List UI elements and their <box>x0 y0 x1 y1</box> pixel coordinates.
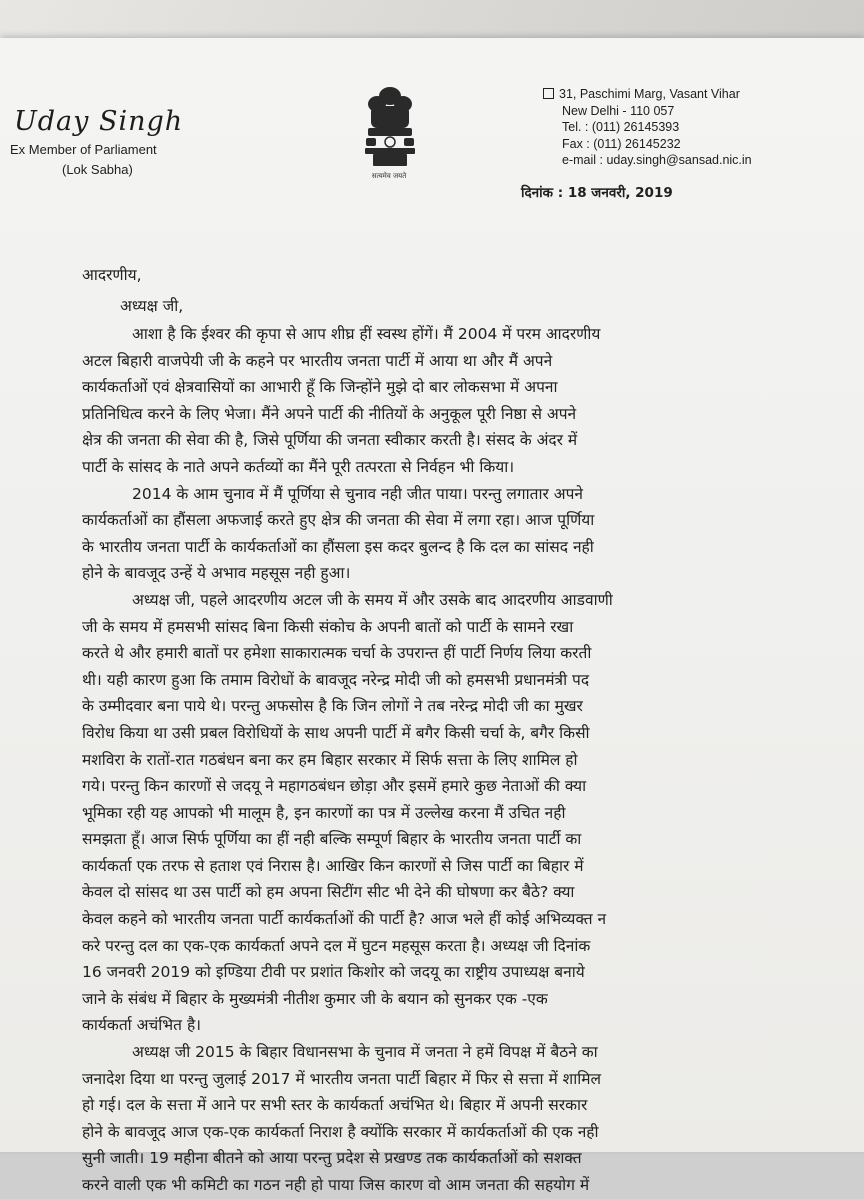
body-line: सुनी जाती। 19 महीना बीतने को आया परन्तु प्रदेश से प्रखण्ड तक कार्यकर्ताओं को सशक्त <box>82 1149 582 1168</box>
body-line: होने के बावजूद आज एक-एक कार्यकर्ता निराश है क्योंकि सरकार में कार्यकर्ताओं की एक नही <box>82 1122 599 1141</box>
body-line: केवल दो सांसद था उस पार्टी को हम अपना सिटींग सीट भी देने की घोषणा कर बैठे? क्या <box>82 883 575 902</box>
body-line: भूमिका रही यह आपको भी मालूम है, इन कारणों का पत्र में उल्लेख करना मैं उचित नही <box>82 803 566 822</box>
letterhead-house: (Lok Sabha) <box>62 162 133 177</box>
body-line: जाने के संबंध में बिहार के मुख्यमंत्री नीतीश कुमार जी के बयान को सुनकर एक -एक <box>82 989 548 1008</box>
body-line: कार्यकर्ता एक तरफ से हताश एवं निरास है। आखिर किन कारणों से जिस पार्टी का बिहार में <box>82 856 584 875</box>
body-line: अध्यक्ष जी, पहले आदरणीय अटल जी के समय में और उसके बाद आदरणीय आडवाणी <box>132 590 613 609</box>
body-line: 16 जनवरी 2019 को इण्डिया टीवी पर प्रशांत किशोर को जदयू का राष्ट्रीय उपाध्यक्ष बनाये <box>82 963 585 982</box>
body-line: अध्यक्ष जी 2015 के बिहार विधानसभा के चुनाव में जनता ने हमें विपक्ष में बैठने का <box>132 1043 598 1062</box>
letter-date: दिनांक : 18 जनवरी, 2019 <box>521 185 673 201</box>
body-line: गये। परन्तु किन कारणों से जदयू ने महागठबंधन छोड़ा और इसमें हमारे कुछ नेताओं की क्या <box>82 777 587 796</box>
body-line: केवल कहने को भारतीय जनता पार्टी कार्यकर्ताओं की पार्टी है? आज भले हीं कोई अभिव्यक्त न <box>82 910 607 929</box>
body-lines <box>82 321 832 1199</box>
body-line: कार्यकर्ता अचंभित है। <box>82 1016 202 1035</box>
letter-page <box>0 38 864 1194</box>
body-line: करने वाली एक भी कमिटी का गठन नही हो पाया जिस कारण वो आम जनता की सहयोग में <box>82 1176 590 1194</box>
address-line: Fax : (011) 26145232 <box>562 136 681 151</box>
salutation-line: अध्यक्ष जी, <box>120 297 184 315</box>
letterhead-title: Ex Member of Parliament <box>10 142 157 157</box>
body-line: समझता हूँ। आज सिर्फ पूर्णिया का हीं नही बल्कि सम्पूर्ण बिहार के भारतीय जनता पार्टी का <box>82 830 582 849</box>
checkbox-square-icon <box>543 88 554 99</box>
body-line: करे परन्तु दल का एक-एक कार्यकर्ता अपने दल में घुटन महसूस करता है। अध्यक्ष जी दिनांक <box>82 936 591 955</box>
address-line: e-mail : uday.singh@sansad.nic.in <box>562 153 752 167</box>
address-line: New Delhi - 110 057 <box>562 103 675 118</box>
address-line: 31, Paschimi Marg, Vasant Vihar <box>543 86 752 103</box>
letter-body <box>82 263 832 1199</box>
body-line: प्रतिनिधित्व करने के लिए भेजा। मैंने अपने पार्टी की नीतियों के अनुकूल पूरी निष्ठा से अपने <box>82 404 577 423</box>
body-line: क्षेत्र की जनता की सेवा की है, जिसे पूर्णिया की जनता स्वीकार करती है। संसद के अंदर में <box>82 431 578 450</box>
body-line: कार्यकर्ताओं एवं क्षेत्रवासियों का आभारी हूँ कि जिन्होंने मुझे दो बार लोकसभा में अपना <box>82 378 558 397</box>
body-line: करते थे और हमारी बातों पर हमेशा साकारात्मक चर्चा के उपरान्त हीं पार्टी निर्णय लिया करती <box>82 644 592 663</box>
body-line: होने के बावजूद उन्हें ये अभाव महसूस नही हुआ। <box>82 564 351 583</box>
body-line: हो गई। दल के सत्ता में आने पर सभी स्तर के कार्यकर्ता अचंभित थे। बिहार में अपनी सरकार <box>82 1096 588 1115</box>
body-line: आशा है कि ईश्वर की कृपा से आप शीघ्र हीं स्वस्थ होंगें। मैं 2004 में परम आदरणीय <box>132 325 601 343</box>
body-line: के उम्मीदवार बना पाये थे। परन्तु अफसोस है कि जिन लोगों ने तब नरेन्द्र मोदी जी का मुखर <box>82 697 583 716</box>
body-line: अटल बिहारी वाजपेयी जी के कहने पर भारतीय जनता पार्टी में आया था और मैं अपने <box>82 351 553 370</box>
letterhead-address <box>543 86 752 169</box>
body-line: जनादेश दिया था परन्तु जुलाई 2017 में भारतीय जनता पार्टी बिहार में फिर से सत्ता में शामिल <box>82 1069 602 1088</box>
body-line: जी के समय में हमसभी सांसद बिना किसी संकोच के अपनी बातों को पार्टी के सामने रखा <box>82 617 574 636</box>
body-line: विरोध किया था उसी प्रबल विरोधियों के साथ अपनी पार्टी में बगैर किसी चर्चा के, बगैर किसी <box>82 723 590 742</box>
national-emblem-icon <box>355 82 425 182</box>
body-line: थी। यही कारण हुआ कि तमाम विरोधों के बावजूद नरेन्द्र मोदी जी को हमसभी प्रधानमंत्री पद <box>82 670 590 689</box>
salutation-line: आदरणीय, <box>82 266 142 284</box>
body-line: मशविरा के रातों-रात गठबंधन बना कर हम बिहार सरकार में सिर्फ सत्ता के लिए शामिल हो <box>82 750 578 769</box>
body-line: 2014 के आम चुनाव में मैं पूर्णिया से चुनाव नही जीत पाया। परन्तु लगातार अपने <box>132 484 583 503</box>
address-line: Tel. : (011) 26145393 <box>562 120 680 134</box>
body-line: पार्टी के सांसद के नाते अपने कर्तव्यों का मैंने पूरी तत्परता से निर्वहन भी किया। <box>82 457 515 476</box>
body-line: कार्यकर्ताओं का हौंसला अफजाई करते हुए क्षेत्र की जनता की सेवा में लगा रहा। आज पूर्णिया <box>82 511 595 530</box>
body-line: के भारतीय जनता पार्टी के कार्यकर्ताओं का हौंसला इस कदर बुलन्द है कि दल का सांसद नही <box>82 537 594 556</box>
emblem-motto: सत्यमेव जयते <box>371 172 407 180</box>
letterhead-name: Uday Singh <box>14 106 184 137</box>
